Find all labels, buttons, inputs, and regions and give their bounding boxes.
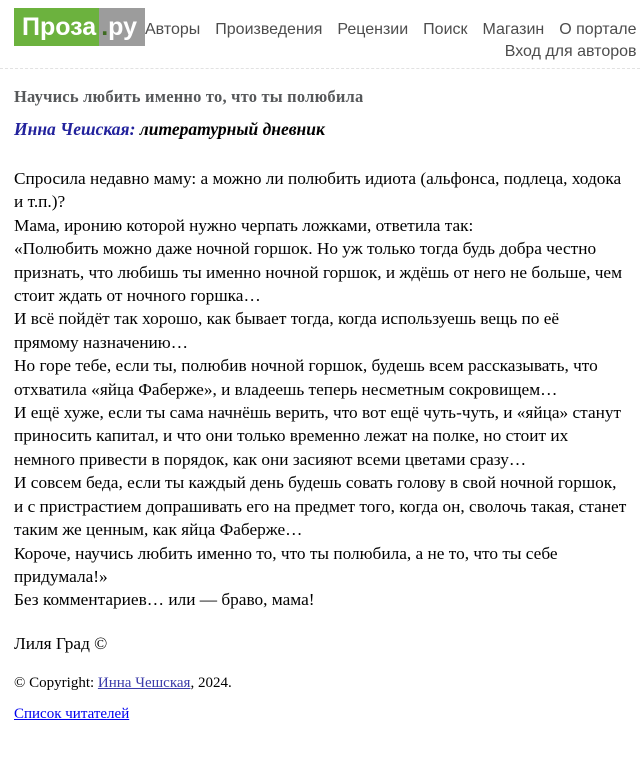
nav-item-1[interactable]: Произведения <box>215 21 323 38</box>
article-title: Научись любить именно то, что ты полюбила <box>14 87 364 106</box>
article-paragraph: Но горе тебе, если ты, полюбив ночной горшок, будешь всем рассказывать, что отхватила «яйца Фаберже», и владеешь теперь несметным сокровищем… <box>14 356 598 399</box>
article-paragraph: Без комментариев… или — браво, мама! <box>14 590 315 610</box>
article-paragraph: И совсем беда, если ты каждый день будешь совать голову в свой ночной горшок, и с пристрастием допрашивать его на предмет того, когда он, сволочь такая, станет таким же ценным, как яйца Фаберже… <box>14 473 627 540</box>
logo-dot: . <box>101 13 109 41</box>
nav-item-5[interactable]: О портале <box>559 21 637 38</box>
copyright-prefix: © Copyright: <box>14 674 98 691</box>
article-paragraph: Спросила недавно маму: а можно ли полюбить идиота (альфонса, подлеца, ходока и т.п.)? <box>14 169 622 212</box>
nav-login-link[interactable]: Вход для авторов <box>504 43 637 60</box>
article-body <box>14 167 628 612</box>
readers-list-link[interactable]: Список читателей <box>14 705 130 722</box>
author-diary-link[interactable]: Инна Чешская: <box>14 119 136 139</box>
logo-green-part: Проза <box>14 8 99 46</box>
copyright-author-link[interactable]: Инна Чешская <box>97 674 191 691</box>
logo-ru-part: ру <box>108 13 137 41</box>
readers-row <box>14 706 628 723</box>
site-header <box>0 0 640 69</box>
article-paragraph: И всё пойдёт так хорошо, как бывает тогда, когда используешь вещь по её прямому назначению… <box>14 309 560 352</box>
copyright-suffix: , 2024. <box>190 674 232 691</box>
article-paragraph: И ещё хуже, если ты сама начнёшь верить, что вот ещё чуть-чуть, и «яйца» станут приносить капитал, и что они только временно лежат на полке, но стоит их немного привести в порядок, как они засияют всеми цветами сразу… <box>14 403 622 469</box>
author-line <box>14 119 628 140</box>
site-logo[interactable] <box>14 8 145 46</box>
nav-item-0[interactable]: Авторы <box>145 21 201 38</box>
nav-row-primary <box>145 21 637 39</box>
article-paragraph: Мама, иронию которой нужно черпать ложками, ответила так: <box>14 215 474 235</box>
nav-item-2[interactable]: Рецензии <box>337 21 409 38</box>
nav-item-4[interactable]: Магазин <box>482 21 545 38</box>
nav-row-secondary <box>145 43 637 61</box>
article-paragraph: «Полюбить можно даже ночной горшок. Но уж только тогда будь добра честно признать, что любишь ты именно ночной горшок, и ждёшь от него не больше, чем стоит ждать от ночного горшка… <box>14 239 623 306</box>
article-area <box>0 87 640 723</box>
article-paragraph: Короче, научись любить именно то, что ты полюбила, а не то, что ты себе придумала!» <box>14 543 558 586</box>
logo-gray-part <box>99 8 145 46</box>
author-line-suffix: литературный дневник <box>135 119 325 139</box>
copyright-line <box>14 675 628 692</box>
main-nav <box>145 8 637 61</box>
nav-item-3[interactable]: Поиск <box>423 21 468 38</box>
article-signature: Лиля Град © <box>14 633 108 653</box>
